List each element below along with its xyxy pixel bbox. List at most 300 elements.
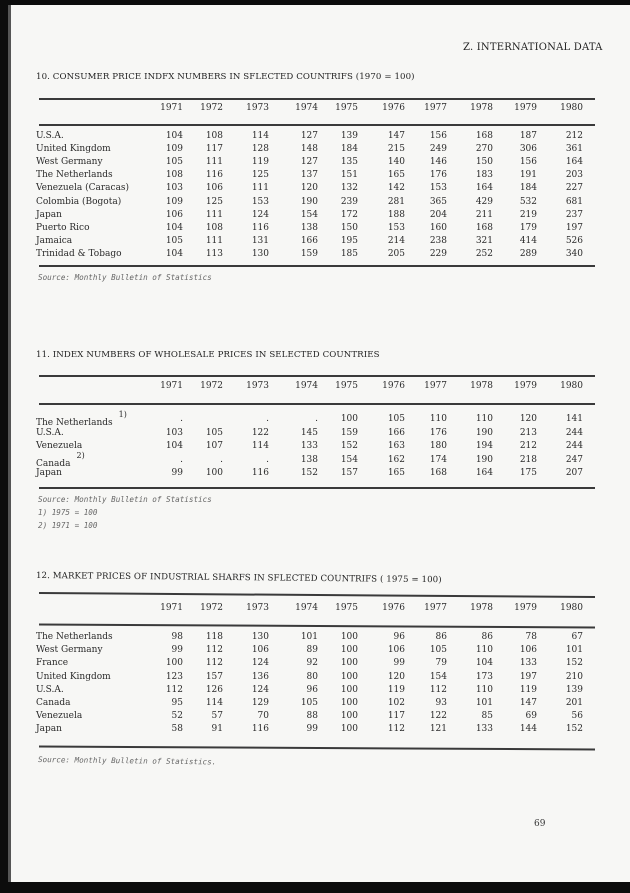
table-11-footnote-1: 1) 1975 = 100 (38, 508, 98, 517)
year-column-header: 1974 (295, 103, 318, 113)
year-column-header: 1979 (514, 381, 537, 391)
cell-value: 154 (429, 671, 447, 682)
cell-value: 172 (340, 209, 358, 220)
table-11-footnote-2: 2) 1971 = 100 (38, 521, 98, 530)
cell-value: 190 (300, 196, 318, 207)
row-label: Canada (36, 698, 71, 708)
table-12-bottom-rule (39, 746, 595, 750)
row-label: West Germany (36, 157, 103, 168)
cell-value: 98 (171, 632, 183, 642)
cell-value: 365 (429, 196, 447, 207)
cell-value: 168 (475, 131, 493, 141)
cell-value: 213 (519, 427, 537, 438)
cell-value: 96 (393, 632, 405, 642)
cell-value: 532 (519, 196, 537, 207)
cell-value: . (266, 454, 269, 465)
page-number: 69 (534, 819, 546, 829)
row-label: Japan (36, 724, 62, 735)
cell-value: 121 (429, 724, 447, 735)
cell-value: 91 (211, 724, 223, 735)
cell-value: 211 (475, 209, 493, 220)
footnote-marker: 2) (76, 450, 85, 460)
cell-value: 100 (340, 711, 358, 722)
year-column-header: 1979 (514, 103, 537, 113)
cell-value: 100 (340, 658, 358, 669)
cell-value: 156 (519, 157, 537, 168)
cell-value: 212 (565, 131, 583, 141)
cell-value: 109 (165, 144, 183, 155)
cell-value: 117 (205, 144, 223, 155)
year-column-header: 1974 (295, 381, 318, 391)
cell-value: 116 (205, 170, 223, 181)
cell-value: 152 (300, 468, 318, 478)
cell-value: 237 (565, 209, 583, 220)
cell-value: 114 (251, 441, 269, 451)
cell-value: 205 (387, 248, 405, 259)
cell-value: 104 (165, 441, 183, 451)
cell-value: 88 (306, 711, 318, 722)
cell-value: 190 (475, 454, 493, 465)
cell-value: 106 (205, 183, 223, 194)
cell-value: 101 (565, 645, 583, 656)
year-column-header: 1976 (382, 381, 405, 391)
row-label: Trinidad & Tobago (36, 248, 122, 259)
cell-value: 93 (435, 698, 447, 708)
cell-value: 104 (475, 658, 493, 669)
cell-value: 100 (340, 632, 358, 642)
cell-value: 100 (340, 698, 358, 708)
cell-value: 106 (165, 209, 183, 220)
row-label: Venezuela (36, 441, 83, 451)
cell-value: 125 (251, 170, 269, 181)
cell-value: 133 (475, 724, 493, 735)
cell-value: 175 (519, 468, 537, 478)
cell-value: 146 (429, 157, 447, 168)
cell-value: 144 (519, 724, 537, 735)
cell-value: 78 (525, 632, 537, 642)
cell-value: 147 (519, 698, 537, 708)
cell-value: 150 (340, 222, 358, 233)
cell-value: 147 (387, 131, 405, 141)
document-page (8, 5, 630, 882)
cell-value: 86 (435, 632, 447, 642)
cell-value: 103 (165, 183, 183, 194)
row-label: Japan (36, 209, 62, 220)
cell-value: 111 (205, 235, 223, 246)
cell-value: 105 (300, 698, 318, 708)
cell-value: 104 (165, 131, 183, 141)
cell-value: 252 (475, 248, 493, 259)
cell-value: 105 (387, 414, 405, 424)
cell-value: 100 (205, 468, 223, 478)
cell-value: 108 (165, 170, 183, 181)
cell-value: . (180, 414, 183, 424)
row-label: U.S.A. (36, 427, 64, 438)
cell-value: 107 (205, 441, 223, 451)
year-column-header: 1972 (200, 381, 223, 391)
cell-value: 244 (565, 427, 583, 438)
cell-value: 96 (306, 684, 318, 695)
cell-value: 429 (475, 196, 493, 207)
row-label: The Netherlands (36, 170, 113, 181)
year-column-header: 1977 (424, 103, 447, 113)
cell-value: 100 (165, 658, 183, 669)
cell-value: 145 (300, 427, 318, 438)
cell-value: 131 (251, 235, 269, 246)
cell-value: 176 (429, 427, 447, 438)
cell-value: 140 (387, 157, 405, 168)
cell-value: 123 (165, 671, 183, 682)
cell-value: 203 (565, 170, 583, 181)
cell-value: 119 (519, 684, 537, 695)
cell-value: 244 (565, 441, 583, 451)
cell-value: 142 (387, 183, 405, 194)
cell-value: 89 (306, 645, 318, 656)
year-column-header: 1972 (200, 603, 223, 613)
cell-value: 117 (387, 711, 405, 722)
cell-value: 270 (475, 144, 493, 155)
cell-value: 100 (340, 414, 358, 424)
cell-value: 105 (165, 235, 183, 246)
cell-value: 249 (429, 144, 447, 155)
cell-value: 109 (165, 196, 183, 207)
cell-value: 95 (171, 698, 183, 708)
cell-value: 162 (387, 454, 405, 465)
table-10-title: 10. CONSUMER PRICE INDFX NUMBERS IN SFLECTED COUNTRIFS (1970 = 100) (36, 72, 415, 82)
cell-value: 153 (387, 222, 405, 233)
cell-value: 120 (387, 671, 405, 682)
cell-value: 112 (165, 684, 183, 695)
cell-value: 127 (300, 131, 318, 141)
row-label: West Germany (36, 645, 103, 656)
year-column-header: 1977 (424, 603, 447, 613)
cell-value: 229 (429, 248, 447, 259)
cell-value: 157 (340, 468, 358, 478)
cell-value: 79 (435, 658, 447, 669)
year-column-header: 1971 (160, 603, 183, 613)
year-column-header: 1973 (246, 603, 269, 613)
cell-value: 99 (393, 658, 405, 669)
cell-value: 215 (387, 144, 405, 155)
cell-value: 163 (387, 441, 405, 451)
cell-value: 166 (387, 427, 405, 438)
cell-value: . (315, 414, 318, 424)
row-label: Puerto Rico (36, 222, 90, 233)
cell-value: 119 (251, 157, 269, 168)
cell-value: 154 (340, 454, 358, 465)
cell-value: 56 (571, 711, 583, 722)
cell-value: 526 (565, 235, 583, 246)
year-column-header: 1978 (470, 381, 493, 391)
cell-value: 119 (387, 684, 405, 695)
cell-value: 70 (257, 711, 269, 722)
cell-value: 106 (519, 645, 537, 656)
year-column-header: 1980 (560, 381, 583, 391)
table-10-top-rule (39, 98, 595, 100)
row-label: Jamaica (36, 235, 73, 246)
cell-value: 112 (387, 724, 405, 735)
cell-value: 281 (387, 196, 405, 207)
cell-value: 165 (387, 468, 405, 478)
row-label: U.S.A. (36, 131, 64, 141)
cell-value: 191 (519, 170, 537, 181)
year-column-header: 1971 (160, 103, 183, 113)
table-12-title: 12. MARKET PRICES OF INDUSTRIAL SHARFS IN SFLECTED COUNTRIFS ( 1975 = 100) (35, 571, 442, 586)
cell-value: 238 (429, 235, 447, 246)
cell-value: 100 (340, 684, 358, 695)
cell-value: 125 (205, 196, 223, 207)
cell-value: 176 (429, 170, 447, 181)
cell-value: 185 (340, 248, 358, 259)
cell-value: 289 (519, 248, 537, 259)
cell-value: 190 (475, 427, 493, 438)
cell-value: 174 (429, 454, 447, 465)
cell-value: 157 (205, 671, 223, 682)
cell-value: 135 (340, 157, 358, 168)
table-11-title: 11. INDEX NUMBERS OF WHOLESALE PRICES IN SELECTED COUNTRIES (36, 350, 380, 360)
cell-value: 165 (387, 170, 405, 181)
table-11-header-rule (39, 403, 595, 405)
cell-value: 100 (340, 645, 358, 656)
cell-value: 124 (251, 684, 269, 695)
table-11-bottom-rule (39, 487, 595, 489)
cell-value: 116 (251, 222, 269, 233)
year-column-header: 1974 (295, 603, 318, 613)
cell-value: 130 (251, 248, 269, 259)
cell-value: 138 (300, 454, 318, 465)
year-column-header: 1976 (382, 103, 405, 113)
table-12-source: Source: Monthly Bulletin of Statistics. (37, 755, 217, 767)
table-12-top-rule (39, 592, 595, 597)
table-12-header-rule (39, 624, 595, 628)
cell-value: 111 (205, 209, 223, 220)
cell-value: 67 (571, 632, 583, 642)
cell-value: 116 (251, 724, 269, 735)
cell-value: 153 (251, 196, 269, 207)
cell-value: 173 (475, 671, 493, 682)
cell-value: 128 (251, 144, 269, 155)
cell-value: 112 (205, 658, 223, 669)
cell-value: 101 (300, 632, 318, 642)
cell-value: 139 (340, 131, 358, 141)
cell-value: 180 (429, 441, 447, 451)
cell-value: 127 (300, 157, 318, 168)
cell-value: 152 (340, 441, 358, 451)
cell-value: 100 (340, 671, 358, 682)
cell-value: 152 (565, 658, 583, 669)
cell-value: 114 (205, 698, 223, 708)
cell-value: 100 (340, 724, 358, 735)
year-column-header: 1973 (246, 103, 269, 113)
row-label: France (36, 658, 69, 669)
cell-value: 159 (340, 427, 358, 438)
cell-value: 159 (300, 248, 318, 259)
cell-value: 183 (475, 170, 493, 181)
year-column-header: 1971 (160, 381, 183, 391)
cell-value: 92 (306, 658, 318, 669)
cell-value: 179 (519, 222, 537, 233)
row-label: The Netherlands (36, 632, 113, 642)
cell-value: 156 (429, 131, 447, 141)
cell-value: 106 (387, 645, 405, 656)
row-label: U.S.A. (36, 684, 64, 695)
cell-value: 138 (300, 222, 318, 233)
table-10-bottom-rule (39, 265, 595, 267)
cell-value: 104 (165, 248, 183, 259)
row-label: Japan (36, 468, 62, 478)
cell-value: 164 (565, 157, 583, 168)
year-column-header: 1972 (200, 103, 223, 113)
cell-value: 111 (205, 157, 223, 168)
cell-value: 69 (525, 711, 537, 722)
cell-value: 321 (475, 235, 493, 246)
cell-value: 151 (340, 170, 358, 181)
cell-value: 247 (565, 454, 583, 465)
row-label: Venezuela (Caracas) (36, 183, 130, 194)
cell-value: 150 (475, 157, 493, 168)
cell-value: 188 (387, 209, 405, 220)
cell-value: 139 (565, 684, 583, 695)
cell-value: 57 (211, 711, 223, 722)
cell-value: 113 (205, 248, 223, 259)
cell-value: 136 (251, 671, 269, 682)
cell-value: 120 (519, 414, 537, 424)
row-label: United Kingdom (36, 144, 111, 155)
cell-value: 152 (565, 724, 583, 735)
row-label: Colombia (Bogota) (36, 196, 122, 207)
cell-value: 122 (251, 427, 269, 438)
cell-value: 197 (519, 671, 537, 682)
cell-value: 214 (387, 235, 405, 246)
cell-value: 227 (565, 183, 583, 194)
cell-value: 137 (300, 170, 318, 181)
cell-value: 164 (475, 468, 493, 478)
cell-value: 105 (429, 645, 447, 656)
cell-value: 102 (387, 698, 405, 708)
footnote-marker: 1) (118, 410, 127, 419)
cell-value: 130 (251, 632, 269, 642)
cell-value: 52 (171, 711, 183, 722)
cell-value: 116 (251, 468, 269, 478)
table-11-top-rule (39, 375, 595, 377)
cell-value: 111 (251, 183, 269, 194)
table-10-source: Source: Monthly Bulletin of Statistics (38, 273, 212, 282)
cell-value: 103 (165, 427, 183, 438)
cell-value: 207 (565, 468, 583, 478)
cell-value: 201 (565, 698, 583, 708)
row-label: United Kingdom (36, 671, 111, 682)
year-column-header: 1973 (246, 381, 269, 391)
cell-value: 80 (306, 671, 318, 682)
cell-value: 118 (205, 632, 223, 642)
cell-value: 110 (475, 414, 493, 424)
cell-value: 126 (205, 684, 223, 695)
cell-value: 681 (565, 196, 583, 207)
year-column-header: 1978 (470, 103, 493, 113)
cell-value: 197 (565, 222, 583, 233)
cell-value: 361 (565, 144, 583, 155)
row-label: Canada$^{2)}$ (36, 450, 85, 469)
cell-value: 108 (205, 222, 223, 233)
cell-value: 187 (519, 131, 537, 141)
row-label: Venezuela (36, 711, 83, 722)
cell-value: 105 (165, 157, 183, 168)
cell-value: 108 (205, 131, 223, 141)
cell-value: 219 (519, 209, 537, 220)
cell-value: 340 (565, 248, 583, 259)
cell-value: 110 (429, 414, 447, 424)
cell-value: 414 (519, 235, 537, 246)
cell-value: 99 (306, 724, 318, 735)
cell-value: 124 (251, 209, 269, 220)
cell-value: 124 (251, 658, 269, 669)
year-column-header: 1979 (514, 603, 537, 613)
cell-value: 210 (565, 671, 583, 682)
cell-value: 184 (519, 183, 537, 194)
cell-value: 168 (429, 468, 447, 478)
year-column-header: 1978 (470, 603, 493, 613)
cell-value: 153 (429, 183, 447, 194)
cell-value: 122 (429, 711, 447, 722)
cell-value: 99 (171, 645, 183, 656)
cell-value: . (220, 454, 223, 465)
table-11-source: Source: Monthly Bulletin of Statistics (38, 495, 212, 504)
cell-value: 106 (251, 645, 269, 656)
year-column-header: 1975 (335, 103, 358, 113)
year-column-header: 1980 (560, 603, 583, 613)
cell-value: 86 (481, 632, 493, 642)
cell-value: 133 (300, 441, 318, 451)
cell-value: 212 (519, 441, 537, 451)
cell-value: 105 (205, 427, 223, 438)
cell-value: 104 (165, 222, 183, 233)
cell-value: 154 (300, 209, 318, 220)
cell-value: 110 (475, 645, 493, 656)
cell-value: 164 (475, 183, 493, 194)
cell-value: 58 (171, 724, 183, 735)
cell-value: 160 (429, 222, 447, 233)
year-column-header: 1977 (424, 381, 447, 391)
cell-value: 114 (251, 131, 269, 141)
cell-value: 239 (340, 196, 358, 207)
cell-value: 204 (429, 209, 447, 220)
cell-value: 132 (340, 183, 358, 194)
cell-value: 184 (340, 144, 358, 155)
year-column-header: 1975 (335, 381, 358, 391)
cell-value: 141 (565, 414, 583, 424)
cell-value: 129 (251, 698, 269, 708)
row-label: The Netherlands$^{1)}$ (36, 410, 127, 428)
cell-value: . (266, 414, 269, 424)
cell-value: 85 (481, 711, 493, 722)
cell-value: 112 (429, 684, 447, 695)
year-column-header: 1980 (560, 103, 583, 113)
cell-value: . (180, 454, 183, 465)
year-column-header: 1976 (382, 603, 405, 613)
cell-value: 194 (475, 441, 493, 451)
table-10-header-rule (39, 124, 595, 126)
cell-value: 195 (340, 235, 358, 246)
cell-value: 306 (519, 144, 537, 155)
cell-value: 101 (475, 698, 493, 708)
cell-value: 110 (475, 684, 493, 695)
cell-value: 120 (300, 183, 318, 194)
cell-value: 218 (519, 454, 537, 465)
cell-value: 166 (300, 235, 318, 246)
cell-value: 99 (171, 468, 183, 478)
cell-value: 148 (300, 144, 318, 155)
cell-value: 168 (475, 222, 493, 233)
